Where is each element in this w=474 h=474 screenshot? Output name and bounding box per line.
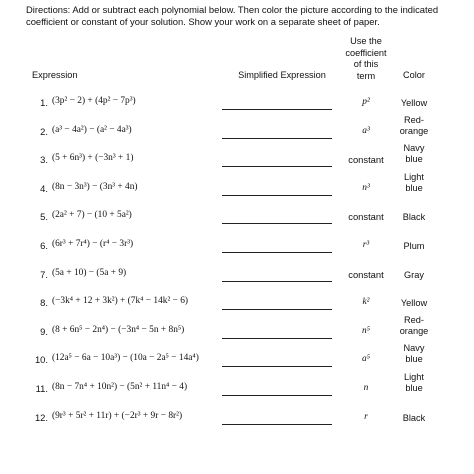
color-name xyxy=(393,143,435,165)
problem-number: 2. xyxy=(40,125,48,137)
answer-blank[interactable] xyxy=(222,223,332,224)
coefficient-term: k² xyxy=(362,297,370,308)
problem-number: 10. xyxy=(34,354,48,366)
problem-number: 8. xyxy=(40,297,48,309)
problem-row xyxy=(0,372,474,405)
color-name-line: Yellow xyxy=(400,298,428,309)
color-name-line: blue xyxy=(405,154,423,165)
answer-blank[interactable] xyxy=(222,195,332,196)
coefficient-header xyxy=(338,36,394,82)
coefficient-term: r xyxy=(364,411,368,422)
color-name-line: Red- xyxy=(404,114,424,125)
color-name-line: Red- xyxy=(404,314,424,325)
color-name xyxy=(393,372,435,394)
coefficient-header-line: Use the xyxy=(350,36,382,46)
color-name-line: Navy xyxy=(403,343,425,354)
color-name-line: Light xyxy=(404,372,424,382)
polynomial-expression: (8 + 6n⁵ − 2n⁴) − (−3n⁴ − 5n + 8n⁵) xyxy=(52,324,185,335)
coefficient-term: r³ xyxy=(362,240,370,250)
answer-blank[interactable] xyxy=(222,309,332,310)
color-name xyxy=(393,343,435,365)
color-name-line: Black xyxy=(402,412,426,423)
answer-blank[interactable] xyxy=(222,395,332,396)
color-name xyxy=(393,270,435,281)
coefficient-term: a⁵ xyxy=(362,354,370,365)
problem-row xyxy=(0,171,474,205)
coefficient-term: n³ xyxy=(362,182,370,193)
coefficient-term: constant xyxy=(348,154,384,166)
coefficient-header-line: coefficient xyxy=(345,47,387,58)
answer-blank[interactable] xyxy=(222,366,332,367)
directions-line-2: coefficient or constant of your solution. Show your work on a separate sheet of paper. xyxy=(26,15,380,27)
problem-number: 5. xyxy=(40,211,48,223)
color-name xyxy=(393,115,435,137)
problem-row xyxy=(0,205,474,233)
coefficient-term: n⁵ xyxy=(362,325,370,336)
polynomial-expression: (5a + 10) − (5a + 9) xyxy=(52,267,127,278)
coefficient-header-line: term xyxy=(356,70,376,81)
polynomial-expression: (12a⁵ − 6a − 10a³) − (10a − 2a⁵ − 14a⁴) xyxy=(52,353,199,364)
problem-row xyxy=(0,406,474,434)
answer-blank[interactable] xyxy=(222,338,332,339)
color-name-line: Black xyxy=(402,212,426,223)
color-name-line: blue xyxy=(405,354,423,365)
color-name xyxy=(393,98,435,109)
problem-row xyxy=(0,234,474,262)
simplified-expression-header: Simplified Expression xyxy=(238,70,326,80)
answer-blank[interactable] xyxy=(222,109,332,110)
coefficient-term: a³ xyxy=(362,125,370,136)
color-name-line: Gray xyxy=(404,269,424,280)
problem-number: 1. xyxy=(40,97,48,108)
answer-blank[interactable] xyxy=(222,424,332,425)
color-name-line: blue xyxy=(405,182,423,193)
polynomial-expression: (9r³ + 5r² + 11r) + (−2r³ + 9r − 8r²) xyxy=(52,410,183,421)
problem-number: 9. xyxy=(40,325,48,337)
color-name-line: Yellow xyxy=(400,98,428,108)
problem-number: 3. xyxy=(40,154,48,166)
answer-blank[interactable] xyxy=(222,138,332,139)
polynomial-expression: (−3k⁴ + 12 + 3k²) + (7k⁴ − 14k² − 6) xyxy=(52,296,189,307)
color-name-line: Navy xyxy=(403,143,425,154)
color-name xyxy=(393,298,435,309)
color-name xyxy=(393,413,435,424)
polynomial-expression: (6r³ + 7r⁴) − (r⁴ − 3r³) xyxy=(52,239,134,249)
problem-number: 4. xyxy=(40,182,48,194)
polynomial-expression: (8n − 3n³) − (3n³ + 4n) xyxy=(52,181,138,192)
polynomial-expression: (8n − 7n⁴ + 10n²) − (5n² + 11n⁴ − 4) xyxy=(52,382,188,392)
color-name-line: Plum xyxy=(403,241,425,251)
coefficient-term: p² xyxy=(362,97,370,107)
coefficient-term: n xyxy=(363,383,369,393)
coefficient-header-line: of this xyxy=(353,59,379,69)
coefficient-term: constant xyxy=(348,211,384,223)
color-header: Color xyxy=(403,70,425,80)
color-name-line: orange xyxy=(399,125,429,136)
polynomial-expression: (5 + 6n³) + (−3n³ + 1) xyxy=(52,153,134,164)
problem-row xyxy=(0,263,474,291)
answer-blank[interactable] xyxy=(222,281,332,282)
color-name-line: Light xyxy=(404,171,424,182)
problem-number: 12. xyxy=(34,411,48,423)
answer-blank[interactable] xyxy=(222,166,332,167)
directions-line-1: Directions: Add or subtract each polynomial below. Then color the picture according to the indicated xyxy=(26,4,439,15)
problem-number: 11. xyxy=(35,383,48,394)
polynomial-expression: (2a² + 7) − (10 + 5a²) xyxy=(52,210,132,221)
color-name xyxy=(393,241,435,252)
answer-blank[interactable] xyxy=(222,252,332,253)
color-name-line: blue xyxy=(405,383,423,393)
polynomial-expression: (a³ − 4a²) − (a² − 4a³) xyxy=(52,124,132,135)
polynomial-expression: (3p² − 2) + (4p² − 7p³) xyxy=(52,96,136,106)
problem-number: 7. xyxy=(40,268,48,280)
problem-number: 6. xyxy=(40,240,48,251)
coefficient-term: constant xyxy=(348,268,384,280)
directions xyxy=(26,4,470,27)
color-name xyxy=(393,212,435,223)
color-name-line: orange xyxy=(399,325,429,336)
color-name xyxy=(393,172,435,194)
expression-header: Expression xyxy=(32,70,78,80)
color-name xyxy=(393,315,435,337)
